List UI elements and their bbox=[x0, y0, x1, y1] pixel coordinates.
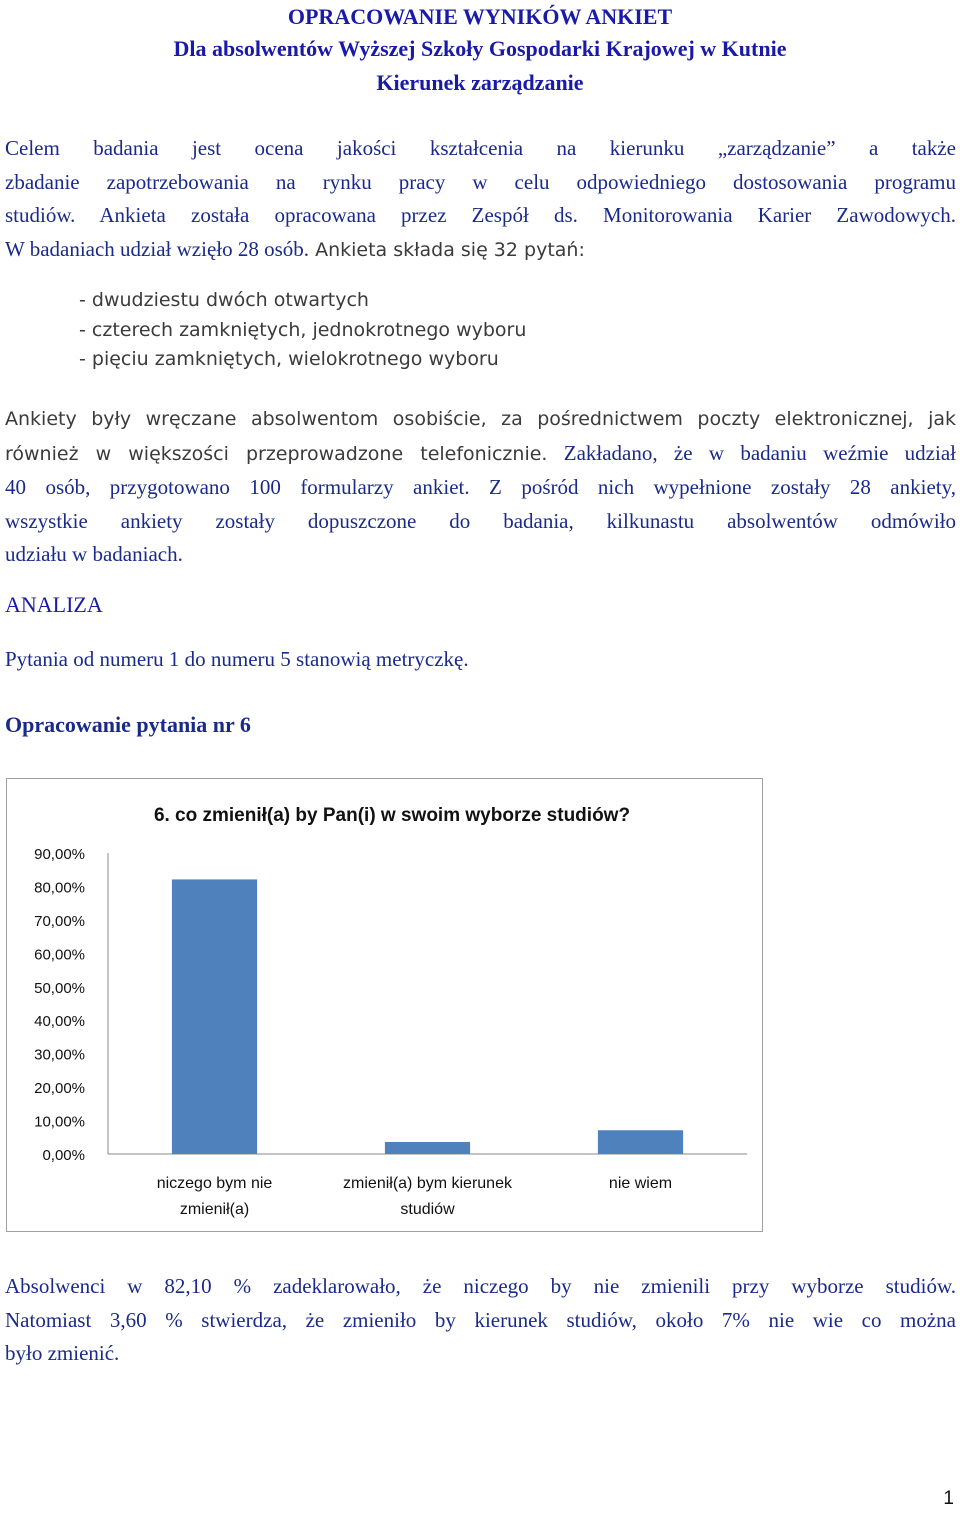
bar bbox=[385, 1142, 470, 1154]
method-line-part: Zakładano, że w badaniu weźmie udział bbox=[547, 440, 956, 465]
intro-line: studiów. Ankieta została opracowana przez Zespół ds. Monitorowania Karier Zawodowych. bbox=[5, 203, 956, 227]
list-item: - pięciu zamkniętych, wielokrotnego wyboru bbox=[79, 348, 499, 370]
intro-line: zbadanie zapotrzebowania na rynku pracy w celu odpowiedniego dostosowania programu bbox=[5, 169, 956, 194]
bar bbox=[598, 1130, 683, 1154]
x-category-label: nie wiem bbox=[608, 1175, 673, 1192]
question-6-bar-chart bbox=[6, 778, 763, 1232]
x-category-label: niczego bym nie bbox=[156, 1175, 273, 1192]
intro-paragraph bbox=[5, 132, 956, 267]
intro-line bbox=[5, 233, 956, 268]
method-paragraph bbox=[5, 403, 956, 572]
chart-title: 6. co zmienił(a) by Pan(i) w swoim wyborze studiów? bbox=[153, 805, 631, 826]
method-line: udziału w badaniach. bbox=[5, 542, 183, 566]
page-number: 1 bbox=[943, 1488, 954, 1509]
document-title: OPRACOWANIE WYNIKÓW ANKIET bbox=[287, 4, 673, 29]
intro-line-part: Ankieta składa się 32 pytań: bbox=[309, 238, 585, 261]
analysis-heading: ANALIZA bbox=[5, 592, 103, 617]
chart-canvas bbox=[7, 779, 764, 1233]
conclusion-line: było zmienić. bbox=[5, 1341, 120, 1365]
y-tick-label: 70,00% bbox=[34, 912, 85, 930]
y-tick-label: 0,00% bbox=[42, 1147, 85, 1164]
bar bbox=[172, 879, 257, 1154]
question-type-list bbox=[79, 286, 526, 375]
y-tick-label: 50,00% bbox=[34, 979, 85, 997]
y-tick-label: 20,00% bbox=[34, 1080, 85, 1098]
metryczka-note: Pytania od numeru 1 do numeru 5 stanowią metryczkę. bbox=[5, 647, 469, 671]
document-field-of-study: Kierunek zarządzanie bbox=[376, 70, 584, 95]
method-line bbox=[5, 437, 956, 472]
conclusion-line: Natomiast 3,60 % stwierdza, że zmieniło by kierunek studiów, około 7% nie wie co można bbox=[5, 1307, 956, 1332]
y-tick-label: 40,00% bbox=[34, 1013, 85, 1031]
y-tick-label: 30,00% bbox=[34, 1046, 85, 1064]
list-item: - czterech zamkniętych, jednokrotnego wyboru bbox=[79, 318, 527, 341]
intro-line-part: W badaniach udział wzięło 28 osób. bbox=[5, 236, 310, 261]
list-item: - dwudziestu dwóch otwartych bbox=[79, 289, 369, 311]
conclusion-line: Absolwenci w 82,10 % zadeklarowało, że niczego by nie zmienili przy wyborze studiów. bbox=[5, 1274, 956, 1298]
y-tick-label: 80,00% bbox=[34, 879, 85, 897]
x-category-label: zmienił(a) bym kierunek bbox=[343, 1175, 512, 1192]
document-subtitle: Dla absolwentów Wyższej Szkoły Gospodarki Krajowej w Kutnie bbox=[173, 36, 787, 61]
y-tick-label: 60,00% bbox=[34, 946, 85, 964]
y-tick-label: 10,00% bbox=[34, 1113, 85, 1131]
method-line: Ankiety były wręczane absolwentom osobiście, za pośrednictwem poczty elektronicznej, jak bbox=[5, 408, 956, 430]
method-line-part: również w większości przeprowadzone telefonicznie. bbox=[5, 442, 548, 465]
method-line: wszystkie ankiety zostały dopuszczone do badania, kilkunastu absolwentów odmówiło bbox=[5, 508, 956, 533]
x-category-label: zmienił(a) bbox=[179, 1201, 250, 1218]
method-line: 40 osób, przygotowano 100 formularzy ankiet. Z pośród nich wypełnione zostały 28 ankiety, bbox=[5, 475, 956, 499]
intro-line: Celem badania jest ocena jakości kształcenia na kierunku „zarządzanie” a także bbox=[5, 136, 956, 160]
conclusion-paragraph bbox=[5, 1270, 956, 1371]
question-6-heading: Opracowanie pytania nr 6 bbox=[5, 712, 251, 737]
y-tick-label: 90,00% bbox=[34, 846, 85, 863]
x-category-label: studiów bbox=[400, 1201, 455, 1218]
